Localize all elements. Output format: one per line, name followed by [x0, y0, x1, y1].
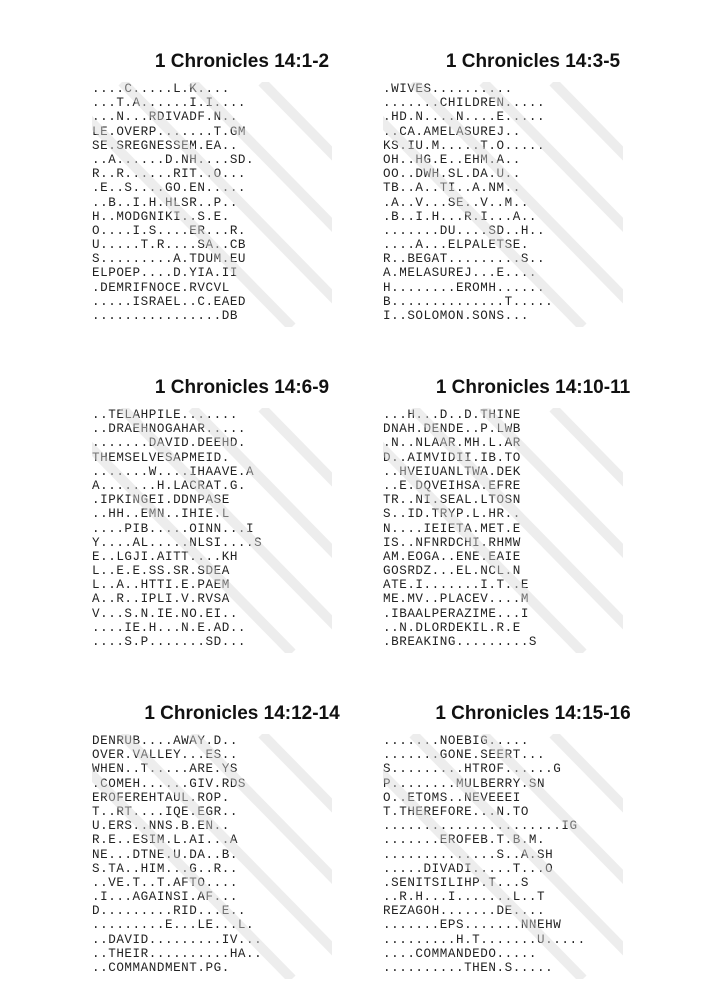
grid-row: KS.IU.M.....T.O..... — [383, 138, 546, 153]
grid-row: ....PIB.....OINN...I — [92, 521, 255, 536]
grid-row: .E..S....GO.EN..... — [92, 181, 247, 196]
grid-row: S.TA..HIM...G..R.. — [92, 861, 238, 876]
grid-row: I..SOLOMON.SONS... — [383, 309, 529, 323]
grid-row: OH..HG.E..EHM.A.. — [383, 152, 521, 167]
puzzle-title: 1 Chronicles 14:12-14 — [144, 703, 340, 724]
grid-row: ....C.....L.K.... — [92, 82, 230, 96]
grid-row: ..........THEN.S..... — [383, 961, 554, 975]
grid-row: ATE.I.......I.T..E — [383, 578, 529, 593]
grid-row: ...T.A......I.I.... — [92, 96, 247, 111]
grid-row: OO..DWH.SL.DA.U.. — [383, 167, 521, 182]
grid-row: .......GONE.SEERT... — [383, 748, 546, 763]
grid-row: .DEMRIFNOCE.RVCVL — [92, 280, 230, 295]
grid-row: R..R......RIT..O... — [92, 167, 247, 182]
grid-row: L..A..HTTI.E.PAEM — [92, 578, 230, 593]
grid-row: O..ETOMS..NEVEEEI — [383, 790, 521, 805]
grid-row: ....COMMANDEDO..... — [383, 946, 538, 961]
grid-row: ................DB — [92, 309, 238, 323]
grid-row: ..R.H...I.......L..T — [383, 890, 546, 905]
puzzle-3 — [92, 376, 392, 649]
grid-row: .......DAVID.DEEHD. — [92, 436, 247, 451]
grid-row: O....I.S....ER...R. — [92, 223, 247, 238]
grid-row: IS..NFNRDCHI.RHMW — [383, 535, 521, 550]
grid-row: ..............S..A.SH — [383, 847, 554, 862]
grid-row: DNAH.DENDE..P.LWB — [383, 422, 521, 437]
grid-row: S.........A.TDUM.EU — [92, 252, 247, 267]
grid-row: A.......H.LACRAT.G. — [92, 478, 247, 493]
grid-row: .SENITSILIHP.T...S — [383, 875, 529, 890]
puzzle-title: 1 Chronicles 14:10-11 — [435, 377, 631, 398]
grid-row: T..RT....IQE.EGR.. — [92, 804, 238, 819]
grid-row: P........MULBERRY.SN — [383, 776, 546, 791]
grid-row: N....IEIETA.MET.E — [383, 521, 521, 536]
grid-row: H........EROMH...... — [383, 280, 546, 295]
puzzle-title: 1 Chronicles 14:3-5 — [445, 51, 621, 72]
grid-row: ..DRAEHNOGAHAR..... — [92, 422, 247, 437]
grid-row: GOSRDZ...EL.NCL.N — [383, 564, 521, 579]
grid-row: TR..NI.SEAL.LTOSN — [383, 493, 521, 508]
grid-row: S.........HTROF......G — [383, 762, 562, 777]
grid-row: DENRUB....AWAY.D.. — [92, 734, 238, 748]
grid-row: ..THEIR..........HA.. — [92, 946, 263, 961]
grid-row: ....IE.H...N.E.AD.. — [92, 620, 247, 635]
grid-row: B..............T..... — [383, 294, 554, 309]
grid-row: REZAGOH.......DE.... — [383, 904, 546, 919]
grid-row: ..HVEIUANLTWA.DEK — [383, 464, 521, 479]
grid-row: LE.OVERP.......T.GM — [92, 124, 247, 139]
letter-grid — [92, 408, 392, 649]
letter-grid — [92, 734, 392, 975]
grid-row: A.MELASUREJ...E.... — [383, 266, 538, 281]
grid-row: Y....AL.....NLSI....S — [92, 535, 263, 550]
grid-row: .....DIVADI.....T...O — [383, 861, 554, 876]
grid-row: ..HH..EMN..IHIE.L — [92, 507, 230, 522]
grid-row: .....ISRAEL..C.EAED — [92, 294, 247, 309]
puzzle-2 — [383, 50, 683, 323]
grid-row: .......W....IHAAVE.A — [92, 464, 255, 479]
grid-row: ..VE.T..T.AFTO.... — [92, 875, 238, 890]
grid-row: ......................IG — [383, 819, 578, 834]
grid-row: THEMSELVESAPMEID. — [92, 450, 230, 465]
grid-row: ..COMMANDMENT.PG. — [92, 961, 230, 975]
grid-row: ..CA.AMELASUREJ.. — [383, 124, 521, 139]
grid-row: TB..A..TI..A.NM.. — [383, 181, 521, 196]
grid-row: .N..NLAAR.MH.L.AR — [383, 436, 521, 451]
grid-row: .......DU....SD..H.. — [383, 223, 546, 238]
grid-row: S..ID.TRYP.L.HR.. — [383, 507, 521, 522]
letter-grid — [383, 82, 683, 323]
grid-row: .COMEH......GIV.RDS — [92, 776, 247, 791]
grid-row: H..MODGNIKI..S.E. — [92, 209, 230, 224]
letter-grid — [383, 408, 683, 649]
grid-row: .HD.N....N....E..... — [383, 110, 546, 125]
grid-row: ...N...RDIVADF.N.. — [92, 110, 238, 125]
letter-grid — [92, 82, 392, 323]
grid-row: .IBAALPERAZIME...I — [383, 606, 529, 621]
grid-row: SE.SREGNESSEM.EA.. — [92, 138, 238, 153]
grid-row: ..TELAHPILE....... — [92, 408, 238, 422]
grid-row: .BREAKING.........S — [383, 635, 538, 649]
grid-row: EROFEREHTAUL.ROP. — [92, 790, 230, 805]
grid-row: NE...DTNE.U.DA..B. — [92, 847, 238, 862]
grid-row: .........H.T.......U..... — [383, 932, 586, 947]
grid-row: .........E...LE...L. — [92, 918, 255, 933]
grid-row: L..E.E.SS.SR.SDEA — [92, 564, 230, 579]
grid-row: AM.EOGA..ENE.EAIE — [383, 549, 521, 564]
grid-row: ELPOEP....D.YIA.II — [92, 266, 238, 281]
puzzle-6 — [383, 702, 683, 975]
grid-row: ....A...ELPALETSE. — [383, 238, 529, 253]
grid-row: A..R..IPLI.V.RVSA — [92, 592, 230, 607]
grid-row: .A..V...SE..V..M.. — [383, 195, 529, 210]
grid-row: ....S.P.......SD... — [92, 635, 247, 649]
puzzle-5 — [92, 702, 392, 975]
grid-row: .......EROFEB.T.B.M. — [383, 833, 546, 848]
grid-row: ME.MV..PLACEV....M — [383, 592, 529, 607]
grid-row: U.ERS..NNS.B.EN.. — [92, 819, 230, 834]
puzzle-title: 1 Chronicles 14:1-2 — [154, 51, 330, 72]
grid-row: U.....T.R....SA..CB — [92, 238, 247, 253]
grid-row: .B..I.H...R.I...A.. — [383, 209, 538, 224]
puzzle-1 — [92, 50, 392, 323]
puzzle-title: 1 Chronicles 14:6-9 — [154, 377, 330, 398]
grid-row: .......EPS.......NNEHW — [383, 918, 562, 933]
grid-row: R.E..ESIM.L.AI...A — [92, 833, 238, 848]
grid-row: ..B..I.H.HLSR..P.. — [92, 195, 238, 210]
grid-row: .......CHILDREN..... — [383, 96, 546, 111]
letter-grid — [383, 734, 683, 975]
grid-row: ..DAVID.........IV... — [92, 932, 263, 947]
grid-row: .I...AGAINSI.AF... — [92, 890, 238, 905]
grid-row: WHEN..T.....ARE.YS — [92, 762, 238, 777]
grid-row: V...S.N.IE.NO.EI.. — [92, 606, 238, 621]
grid-row: R..BEGAT.........S.. — [383, 252, 546, 267]
grid-row: ..A......D.NH....SD. — [92, 152, 255, 167]
grid-row: ..E.DQVEIHSA.EFRE — [383, 478, 521, 493]
grid-row: .......NOEBIG..... — [383, 734, 529, 748]
grid-row: OVER.VALLEY...ES.. — [92, 748, 238, 763]
grid-row: E..LGJI.AITT....KH — [92, 549, 238, 564]
grid-row: ...H...D..D.THINE — [383, 408, 521, 422]
grid-row: .IPKINGEI.DDNPASE — [92, 493, 230, 508]
grid-row: T.THEREFORE...N.TO — [383, 804, 529, 819]
grid-row: D..AIMVIDII.IB.TO — [383, 450, 521, 465]
grid-row: D.........RID...E.. — [92, 904, 247, 919]
puzzle-title: 1 Chronicles 14:15-16 — [435, 703, 631, 724]
grid-row: ..N.DLORDEKIL.R.E — [383, 620, 521, 635]
puzzle-4 — [383, 376, 683, 649]
grid-row: .WIVES.......... — [383, 82, 513, 96]
